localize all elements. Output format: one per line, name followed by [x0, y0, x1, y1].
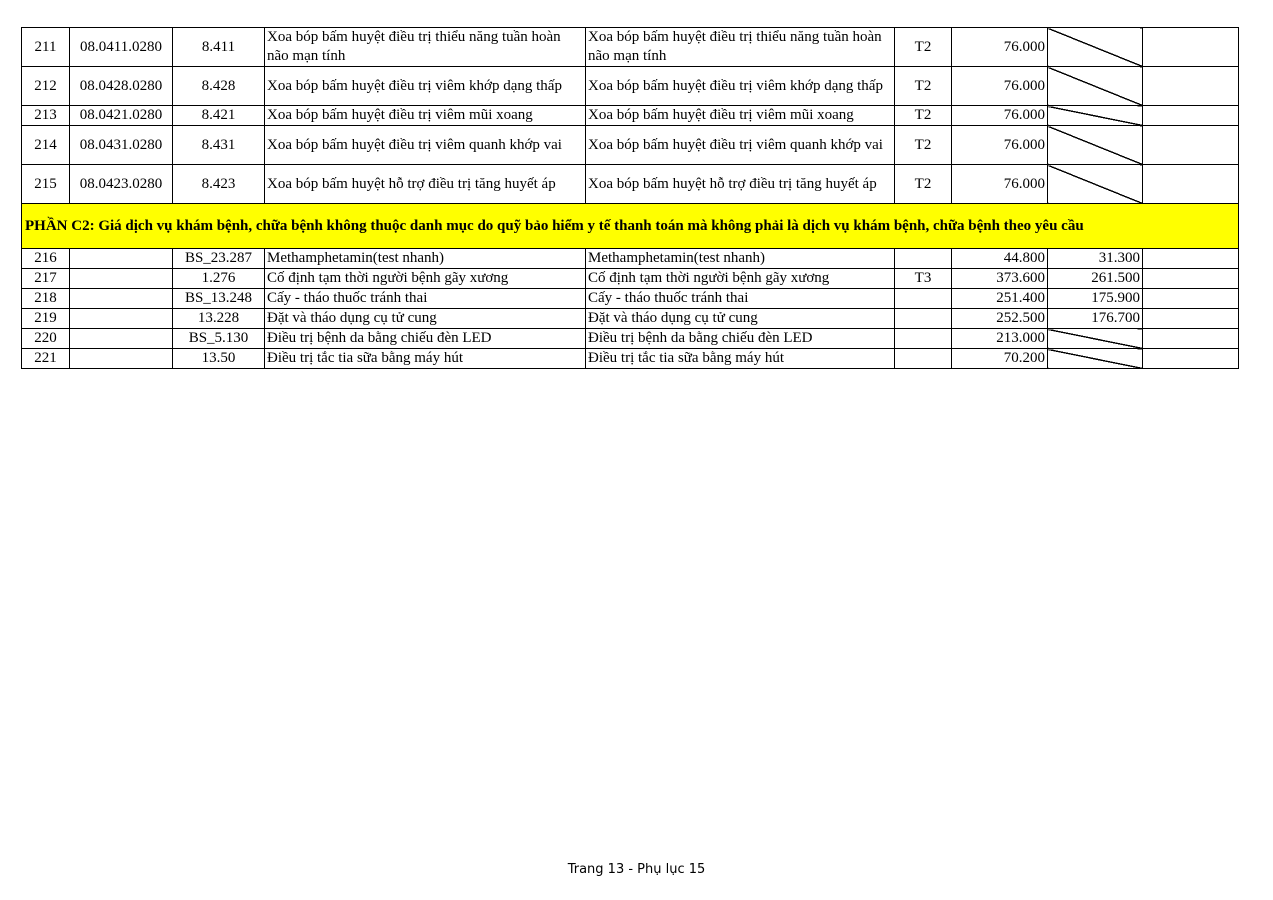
- cell-ma-gia: 8.431: [173, 126, 265, 165]
- cell-stt: 212: [22, 67, 70, 106]
- table-row: [22, 309, 1239, 329]
- cell-gia-khac-empty: [1048, 28, 1143, 67]
- cell-loai: T2: [895, 165, 952, 204]
- cell-gia-bhyt: 76.000: [952, 28, 1048, 67]
- cell-ten-dich-vu: Xoa bóp bấm huyệt hỗ trợ điều trị tăng huyết áp: [586, 165, 895, 204]
- cell-ma-tuong-duong: [70, 269, 173, 289]
- cell-gia-khac: 31.300: [1048, 249, 1143, 269]
- cell-ma-tuong-duong: [70, 289, 173, 309]
- cell-stt: 211: [22, 28, 70, 67]
- table-row: [22, 289, 1239, 309]
- section-heading-row: [22, 204, 1239, 249]
- cell-stt: 217: [22, 269, 70, 289]
- table-row: [22, 269, 1239, 289]
- cell-gia-bhyt: 76.000: [952, 106, 1048, 126]
- price-table: [21, 27, 1239, 369]
- cell-loai: [895, 249, 952, 269]
- cell-ma-tuong-duong: 08.0423.0280: [70, 165, 173, 204]
- cell-loai: T3: [895, 269, 952, 289]
- cell-ten-ky-thuat: Đặt và tháo dụng cụ tử cung: [265, 309, 586, 329]
- table-row: [22, 165, 1239, 204]
- cell-loai: T2: [895, 67, 952, 106]
- cell-ghi-chu: [1143, 249, 1239, 269]
- cell-ma-gia: 13.228: [173, 309, 265, 329]
- cell-ten-ky-thuat: Xoa bóp bấm huyệt điều trị viêm quanh khớp vai: [265, 126, 586, 165]
- cell-gia-bhyt: 76.000: [952, 165, 1048, 204]
- cell-gia-khac-empty: [1048, 126, 1143, 165]
- table-row: [22, 106, 1239, 126]
- cell-stt: 220: [22, 329, 70, 349]
- cell-stt: 216: [22, 249, 70, 269]
- cell-gia-khac-empty: [1048, 349, 1143, 369]
- cell-ten-dich-vu: Xoa bóp bấm huyệt điều trị viêm quanh khớp vai: [586, 126, 895, 165]
- cell-ma-gia: 8.428: [173, 67, 265, 106]
- cell-ma-tuong-duong: [70, 329, 173, 349]
- cell-gia-bhyt: 76.000: [952, 126, 1048, 165]
- cell-ghi-chu: [1143, 309, 1239, 329]
- cell-gia-khac: 175.900: [1048, 289, 1143, 309]
- page-footer: Trang 13 - Phụ lục 15: [567, 862, 706, 877]
- cell-ghi-chu: [1143, 126, 1239, 165]
- cell-ten-ky-thuat: Cấy - tháo thuốc tránh thai: [265, 289, 586, 309]
- cell-ghi-chu: [1143, 67, 1239, 106]
- cell-loai: [895, 329, 952, 349]
- cell-stt: 218: [22, 289, 70, 309]
- cell-ten-dich-vu: Xoa bóp bấm huyệt điều trị viêm khớp dạng thấp: [586, 67, 895, 106]
- cell-ma-gia: 1.276: [173, 269, 265, 289]
- cell-ma-tuong-duong: [70, 309, 173, 329]
- cell-ma-tuong-duong: 08.0431.0280: [70, 126, 173, 165]
- cell-ma-gia: BS_23.287: [173, 249, 265, 269]
- cell-ghi-chu: [1143, 28, 1239, 67]
- cell-gia-bhyt: 70.200: [952, 349, 1048, 369]
- cell-gia-bhyt: 373.600: [952, 269, 1048, 289]
- cell-ten-ky-thuat: Xoa bóp bấm huyệt điều trị viêm mũi xoang: [265, 106, 586, 126]
- cell-ghi-chu: [1143, 165, 1239, 204]
- cell-loai: T2: [895, 126, 952, 165]
- cell-stt: 221: [22, 349, 70, 369]
- cell-ma-gia: BS_13.248: [173, 289, 265, 309]
- cell-gia-bhyt: 44.800: [952, 249, 1048, 269]
- cell-ten-dich-vu: Methamphetamin(test nhanh): [586, 249, 895, 269]
- cell-ten-ky-thuat: Xoa bóp bấm huyệt hỗ trợ điều trị tăng huyết áp: [265, 165, 586, 204]
- cell-ten-dich-vu: Điều trị tắc tia sữa bằng máy hút: [586, 349, 895, 369]
- cell-ma-tuong-duong: [70, 249, 173, 269]
- cell-stt: 213: [22, 106, 70, 126]
- table-row: [22, 28, 1239, 67]
- cell-ghi-chu: [1143, 106, 1239, 126]
- cell-stt: 215: [22, 165, 70, 204]
- cell-gia-khac: 261.500: [1048, 269, 1143, 289]
- cell-ma-tuong-duong: 08.0411.0280: [70, 28, 173, 67]
- cell-ghi-chu: [1143, 269, 1239, 289]
- cell-gia-khac: 176.700: [1048, 309, 1143, 329]
- cell-gia-khac-empty: [1048, 329, 1143, 349]
- table-row: [22, 126, 1239, 165]
- cell-ma-gia: BS_5.130: [173, 329, 265, 349]
- cell-ma-gia: 8.423: [173, 165, 265, 204]
- cell-ma-gia: 13.50: [173, 349, 265, 369]
- table-row: [22, 249, 1239, 269]
- cell-ma-tuong-duong: 08.0421.0280: [70, 106, 173, 126]
- cell-ghi-chu: [1143, 349, 1239, 369]
- cell-stt: 214: [22, 126, 70, 165]
- cell-loai: T2: [895, 106, 952, 126]
- cell-gia-khac-empty: [1048, 165, 1143, 204]
- cell-loai: T2: [895, 28, 952, 67]
- cell-ma-tuong-duong: 08.0428.0280: [70, 67, 173, 106]
- table-row: [22, 67, 1239, 106]
- cell-gia-bhyt: 252.500: [952, 309, 1048, 329]
- cell-ma-tuong-duong: [70, 349, 173, 369]
- cell-ghi-chu: [1143, 329, 1239, 349]
- cell-gia-khac-empty: [1048, 67, 1143, 106]
- cell-ten-dich-vu: Xoa bóp bấm huyệt điều trị thiểu năng tuần hoàn não mạn tính: [586, 28, 895, 67]
- cell-ten-dich-vu: Đặt và tháo dụng cụ tử cung: [586, 309, 895, 329]
- cell-stt: 219: [22, 309, 70, 329]
- cell-ten-ky-thuat: Xoa bóp bấm huyệt điều trị thiểu năng tuần hoàn não mạn tính: [265, 28, 586, 67]
- cell-loai: [895, 349, 952, 369]
- cell-loai: [895, 289, 952, 309]
- cell-loai: [895, 309, 952, 329]
- cell-ten-ky-thuat: Xoa bóp bấm huyệt điều trị viêm khớp dạng thấp: [265, 67, 586, 106]
- cell-ten-ky-thuat: Methamphetamin(test nhanh): [265, 249, 586, 269]
- cell-gia-bhyt: 213.000: [952, 329, 1048, 349]
- cell-ten-dich-vu: Xoa bóp bấm huyệt điều trị viêm mũi xoang: [586, 106, 895, 126]
- section-heading: PHẦN C2: Giá dịch vụ khám bệnh, chữa bệnh không thuộc danh mục do quỹ bảo hiểm y tế thanh toán mà không phải là dịch vụ khám bệnh, chữa bệnh theo yêu cầu: [22, 204, 1239, 249]
- cell-ten-dich-vu: Cấy - tháo thuốc tránh thai: [586, 289, 895, 309]
- cell-ma-gia: 8.411: [173, 28, 265, 67]
- cell-ghi-chu: [1143, 289, 1239, 309]
- cell-ten-dich-vu: Điều trị bệnh da bằng chiếu đèn LED: [586, 329, 895, 349]
- cell-ten-ky-thuat: Điều trị tắc tia sữa bằng máy hút: [265, 349, 586, 369]
- cell-gia-bhyt: 251.400: [952, 289, 1048, 309]
- cell-ten-ky-thuat: Điều trị bệnh da bằng chiếu đèn LED: [265, 329, 586, 349]
- cell-gia-bhyt: 76.000: [952, 67, 1048, 106]
- table-row: [22, 329, 1239, 349]
- table-row: [22, 349, 1239, 369]
- cell-gia-khac-empty: [1048, 106, 1143, 126]
- cell-ten-ky-thuat: Cố định tạm thời người bệnh gãy xương: [265, 269, 586, 289]
- cell-ten-dich-vu: Cố định tạm thời người bệnh gãy xương: [586, 269, 895, 289]
- cell-ma-gia: 8.421: [173, 106, 265, 126]
